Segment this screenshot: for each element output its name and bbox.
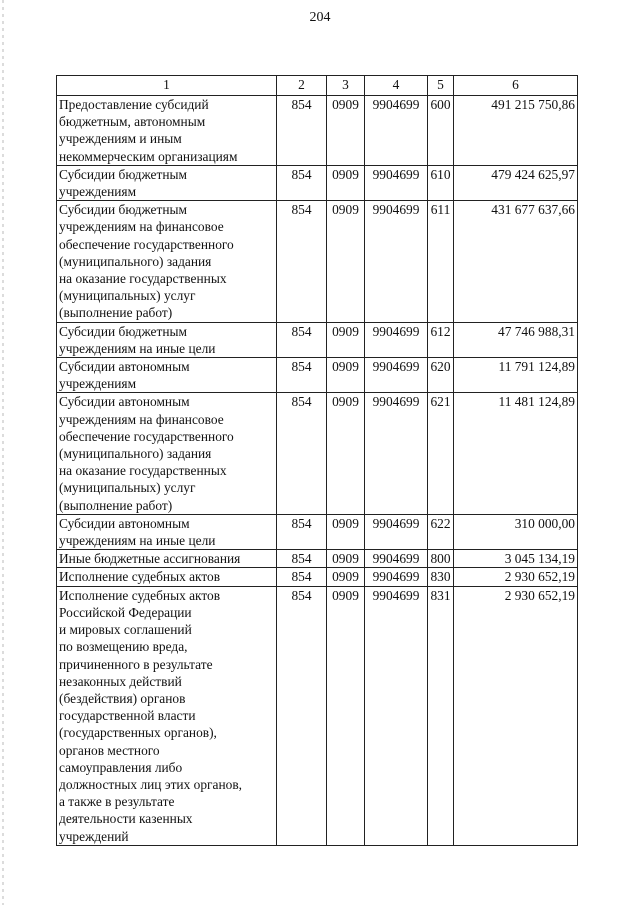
- cell-expense-type: 610: [428, 165, 454, 200]
- table-row: [57, 586, 578, 845]
- cell-name-text: Субсидии бюджетным учреждениям: [59, 166, 187, 200]
- table-row: [57, 96, 578, 166]
- cell-target-code: 9904699: [365, 358, 428, 393]
- cell-ministry-code: 854: [277, 201, 327, 322]
- table-row: [57, 393, 578, 514]
- cell-expense-type: 612: [428, 322, 454, 357]
- cell-amount: 2 930 652,19: [454, 586, 578, 845]
- cell-section-code: 0909: [327, 586, 365, 845]
- column-header-4: 4: [365, 76, 428, 96]
- cell-ministry-code: 854: [277, 165, 327, 200]
- cell-name-text: Исполнение судебных актов: [59, 569, 221, 585]
- cell-expense-type: 831: [428, 586, 454, 845]
- table-row: [57, 514, 578, 549]
- column-header-2: 2: [277, 76, 327, 96]
- cell-expense-type: 620: [428, 358, 454, 393]
- column-header-6: 6: [454, 76, 578, 96]
- cell-target-code: 9904699: [365, 586, 428, 845]
- cell-expense-type: 621: [428, 393, 454, 514]
- cell-target-code: 9904699: [365, 568, 428, 586]
- cell-ministry-code: 854: [277, 514, 327, 549]
- cell-target-code: 9904699: [365, 96, 428, 166]
- cell-name-text: Исполнение судебных актов Российской Федерации и мировых соглашений по возмещению вреда, причиненного в результате незаконных действий (бездействия) органов государственной власти (государственных органов), органов местного самоуправления либо должностных лиц этих органов, а также в результате деятельности казенных учреждений: [59, 587, 242, 844]
- cell-ministry-code: 854: [277, 550, 327, 568]
- cell-section-code: 0909: [327, 165, 365, 200]
- cell-name-text: Субсидии автономным учреждениям: [59, 359, 190, 392]
- budget-table: [56, 75, 578, 846]
- cell-name-text: Субсидии бюджетным учреждениям на иные цели: [59, 323, 216, 356]
- table-header-row: [57, 76, 578, 96]
- cell-name: [57, 568, 277, 586]
- page-number: 204: [309, 10, 331, 25]
- cell-target-code: 9904699: [365, 322, 428, 357]
- column-header-5: 5: [428, 76, 454, 96]
- cell-name: [57, 550, 277, 568]
- cell-expense-type: 622: [428, 514, 454, 549]
- cell-name: [57, 393, 277, 514]
- cell-name-text: Иные бюджетные ассигнования: [59, 551, 241, 567]
- cell-name-text: Субсидии автономным учреждениям на финансовое обеспечение государственного (муниципального) задания на оказание государственных (муниципальных) услуг (выполнение работ): [59, 394, 234, 513]
- cell-ministry-code: 854: [277, 586, 327, 845]
- cell-section-code: 0909: [327, 393, 365, 514]
- table-row: [57, 550, 578, 568]
- table-row: [57, 322, 578, 357]
- cell-name-text: Предоставление субсидий бюджетным, автономным учреждениям и иным некоммерческим организациям: [59, 97, 238, 164]
- cell-ministry-code: 854: [277, 568, 327, 586]
- cell-amount: 479 424 625,97: [454, 165, 578, 200]
- cell-name: [57, 586, 277, 845]
- cell-section-code: 0909: [327, 322, 365, 357]
- cell-section-code: 0909: [327, 201, 365, 322]
- scan-edge-marks: [2, 0, 4, 905]
- cell-section-code: 0909: [327, 96, 365, 166]
- cell-expense-type: 600: [428, 96, 454, 166]
- cell-section-code: 0909: [327, 568, 365, 586]
- cell-target-code: 9904699: [365, 393, 428, 514]
- cell-expense-type: 611: [428, 201, 454, 322]
- table-row: [57, 568, 578, 586]
- cell-ministry-code: 854: [277, 96, 327, 166]
- cell-section-code: 0909: [327, 514, 365, 549]
- cell-amount: 2 930 652,19: [454, 568, 578, 586]
- cell-ministry-code: 854: [277, 358, 327, 393]
- cell-name: [57, 165, 277, 200]
- table-row: [57, 165, 578, 200]
- cell-amount: 3 045 134,19: [454, 550, 578, 568]
- cell-name-text: Субсидии автономным учреждениям на иные цели: [59, 515, 216, 549]
- cell-section-code: 0909: [327, 550, 365, 568]
- cell-amount: 11 481 124,89: [454, 393, 578, 514]
- cell-name: [57, 514, 277, 549]
- cell-name: [57, 358, 277, 393]
- cell-amount: 310 000,00: [454, 514, 578, 549]
- cell-amount: 491 215 750,86: [454, 96, 578, 166]
- cell-ministry-code: 854: [277, 393, 327, 514]
- cell-name: [57, 201, 277, 322]
- cell-expense-type: 830: [428, 568, 454, 586]
- table-body: [57, 96, 578, 846]
- table-row: [57, 201, 578, 322]
- cell-name-text: Субсидии бюджетным учреждениям на финансовое обеспечение государственного (муниципального) задания на оказание государственных (муниципальных) услуг (выполнение работ): [59, 202, 234, 321]
- cell-target-code: 9904699: [365, 550, 428, 568]
- cell-name: [57, 322, 277, 357]
- cell-name: [57, 96, 277, 166]
- cell-section-code: 0909: [327, 358, 365, 393]
- cell-amount: 431 677 637,66: [454, 201, 578, 322]
- cell-target-code: 9904699: [365, 201, 428, 322]
- cell-target-code: 9904699: [365, 514, 428, 549]
- column-header-3: 3: [327, 76, 365, 96]
- cell-expense-type: 800: [428, 550, 454, 568]
- cell-ministry-code: 854: [277, 322, 327, 357]
- cell-target-code: 9904699: [365, 165, 428, 200]
- cell-amount: 47 746 988,31: [454, 322, 578, 357]
- table-row: [57, 358, 578, 393]
- column-header-1: 1: [57, 76, 277, 96]
- cell-amount: 11 791 124,89: [454, 358, 578, 393]
